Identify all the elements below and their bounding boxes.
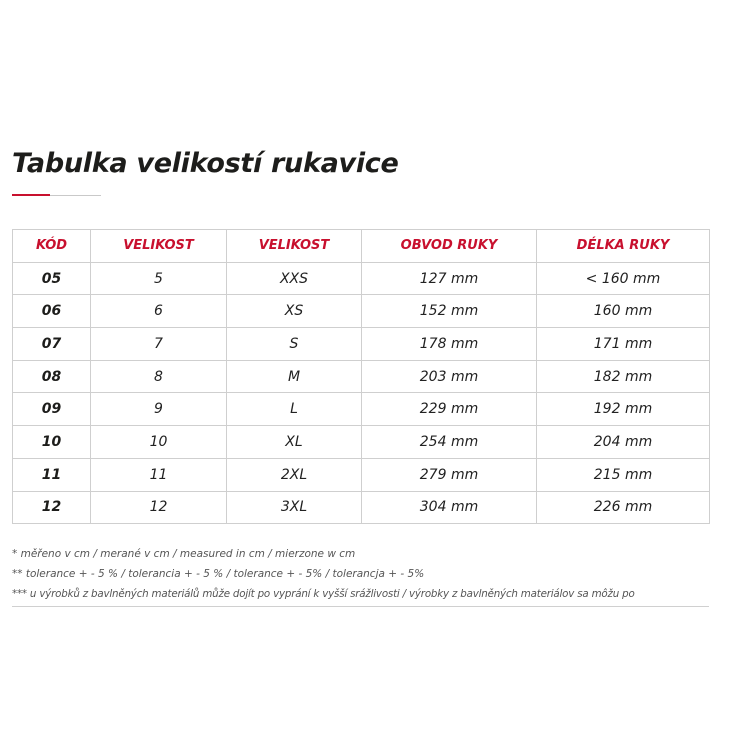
cell-velikost-number: 9 [91,393,227,426]
cell-delka-ruky: 160 mm [537,295,710,328]
cell-kod: 11 [13,458,91,491]
footnotes-divider [12,606,709,607]
size-table [12,229,710,524]
cell-velikost-number: 8 [91,360,227,393]
cell-velikost-number: 6 [91,295,227,328]
cell-velikost-letter: 3XL [227,491,362,524]
cell-delka-ruky: 182 mm [537,360,710,393]
header-kod: KÓD [13,230,91,263]
cell-velikost-letter: XS [227,295,362,328]
footnotes [12,544,712,607]
cell-velikost-number: 12 [91,491,227,524]
cell-kod: 12 [13,491,91,524]
cell-velikost-number: 11 [91,458,227,491]
title-underline-rule [50,195,101,196]
table-header-row [13,230,710,263]
footnote-measurement: * měřeno v cm / merané v cm / measured in cm / mierzone w cm [12,548,356,560]
cell-velikost-letter: XL [227,426,362,459]
table-row [13,393,710,426]
cell-delka-ruky: < 160 mm [537,262,710,295]
cell-obvod-ruky: 304 mm [362,491,537,524]
cell-velikost-number: 10 [91,426,227,459]
cell-obvod-ruky: 254 mm [362,426,537,459]
cell-velikost-number: 5 [91,262,227,295]
cell-obvod-ruky: 127 mm [362,262,537,295]
cell-delka-ruky: 192 mm [537,393,710,426]
cell-kod: 07 [13,328,91,361]
cell-kod: 10 [13,426,91,459]
cell-obvod-ruky: 178 mm [362,328,537,361]
cell-delka-ruky: 204 mm [537,426,710,459]
page-title: Tabulka velikostí rukavice [12,148,399,179]
footnote-cotton-shrinkage: *** u výrobků z bavlněných materiálů může dojít po vyprání k vyšší srážlivosti / výrobky z bavlněných materiálov sa môžu po [12,588,635,600]
cell-delka-ruky: 171 mm [537,328,710,361]
cell-velikost-number: 7 [91,328,227,361]
cell-kod: 06 [13,295,91,328]
table-row [13,458,710,491]
cell-velikost-letter: XXS [227,262,362,295]
cell-kod: 08 [13,360,91,393]
table-row [13,491,710,524]
table-row [13,328,710,361]
cell-obvod-ruky: 152 mm [362,295,537,328]
cell-kod: 09 [13,393,91,426]
cell-obvod-ruky: 279 mm [362,458,537,491]
cell-velikost-letter: M [227,360,362,393]
cell-obvod-ruky: 229 mm [362,393,537,426]
cell-velikost-letter: 2XL [227,458,362,491]
table-row [13,295,710,328]
cell-delka-ruky: 215 mm [537,458,710,491]
header-velikost-letter: VELIKOST [227,230,362,263]
header-velikost-number: VELIKOST [91,230,227,263]
table-row [13,360,710,393]
title-underline [12,194,101,196]
header-delka-ruky: DÉLKA RUKY [537,230,710,263]
footnote-tolerance: ** tolerance + - 5 % / tolerancia + - 5 % / tolerance + - 5% / tolerancja + - 5% [12,568,425,580]
cell-kod: 05 [13,262,91,295]
cell-velikost-letter: S [227,328,362,361]
title-underline-accent [12,194,50,196]
cell-velikost-letter: L [227,393,362,426]
cell-obvod-ruky: 203 mm [362,360,537,393]
table-row [13,262,710,295]
cell-delka-ruky: 226 mm [537,491,710,524]
header-obvod-ruky: OBVOD RUKY [362,230,537,263]
table-row [13,426,710,459]
